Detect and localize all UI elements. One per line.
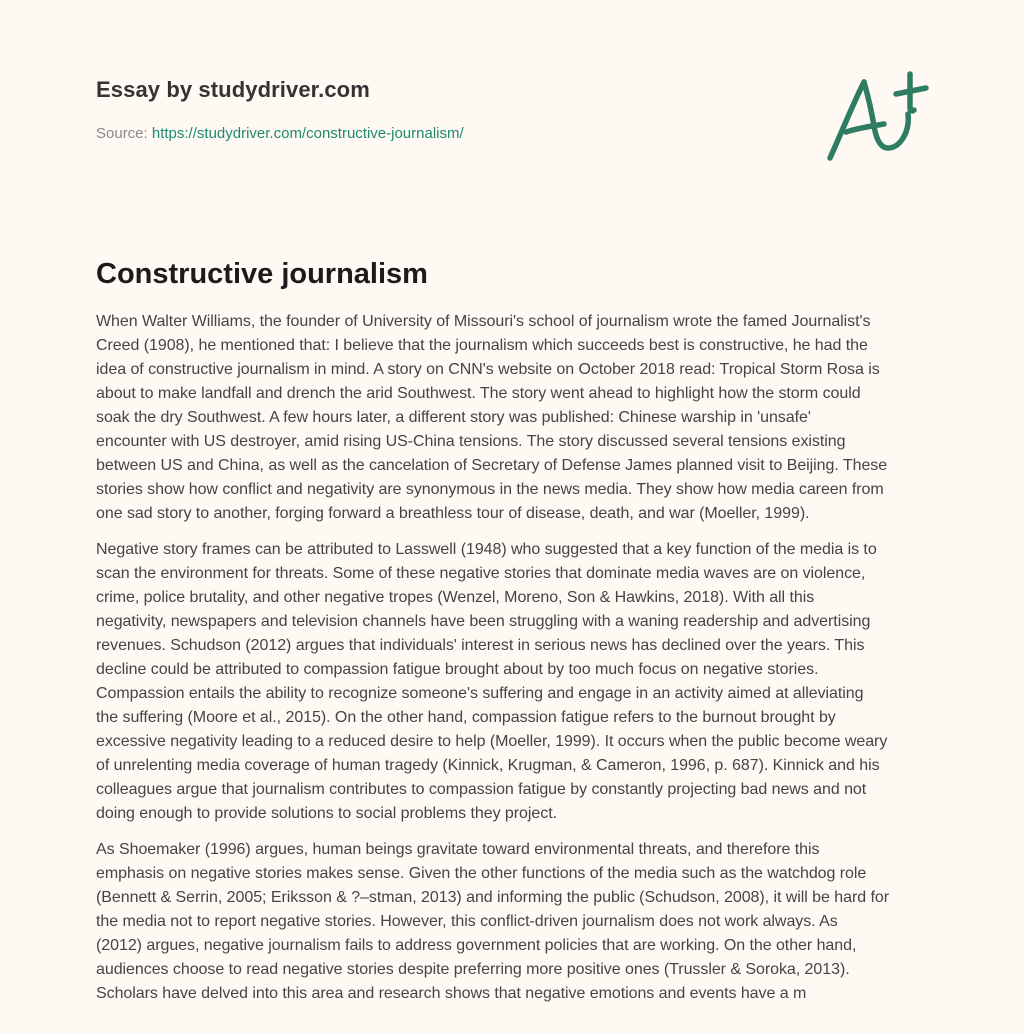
essay-paragraph-1 bbox=[96, 310, 936, 526]
paragraph-line: As Shoemaker (1996) argues, human beings gravitate toward environmental threats, and therefore this bbox=[96, 841, 820, 858]
essay-title: Constructive journalism bbox=[96, 258, 428, 290]
paragraph-line: emphasis on negative stories makes sense. Given the other functions of the media such as the watchdog role bbox=[96, 865, 867, 882]
source-label: Source: bbox=[96, 125, 148, 142]
paragraph-line: decline could be attributed to compassion fatigue brought about by too much focus on negative stories. bbox=[96, 661, 819, 678]
paragraph-line: (Bennett & Serrin, 2005; Eriksson & ?–stman, 2013) and informing the public (Schudson, 2008), it will be hard for bbox=[96, 889, 890, 906]
paragraph-line: negativity, newspapers and television channels have been struggling with a waning readership and advertising bbox=[96, 613, 871, 630]
source-link[interactable]: https://studydriver.com/constructive-journalism/ bbox=[151, 125, 464, 142]
paragraph-line: revenues. Schudson (2012) argues that individuals' interest in serious news has declined over the years. This bbox=[96, 637, 865, 654]
paragraph-line: crime, police brutality, and other negative tropes (Wenzel, Moreno, Son & Hawkins, 2018). With all this bbox=[96, 589, 815, 606]
paragraph-line: the media not to report negative stories. However, this conflict-driven journalism does not work always. As bbox=[96, 913, 838, 930]
paragraph-line: the suffering (Moore et al., 2015). On the other hand, compassion fatigue refers to the burnout brought by bbox=[96, 709, 836, 726]
paragraph-line: colleagues argue that journalism contributes to compassion fatigue by constantly projecting bad news and not bbox=[96, 781, 867, 798]
paragraph-line: of unrelenting media coverage of human tragedy (Kinnick, Krugman, & Cameron, 1996, p. 687). Kinnick and his bbox=[96, 757, 880, 774]
paragraph-line: stories show how conflict and negativity are synonymous in the news media. They show how media careen from bbox=[96, 481, 884, 498]
paragraph-line: soak the dry Southwest. A few hours later, a different story was published: Chinese warship in 'unsafe' bbox=[96, 409, 811, 426]
page-header bbox=[96, 76, 928, 144]
paragraph-line: audiences choose to read negative stories despite preferring more positive ones (Trussler & Soroka, 2013). bbox=[96, 961, 850, 978]
paragraph-line: Scholars have delved into this area and research shows that negative emotions and events have a m bbox=[96, 985, 807, 1002]
paragraph-line: one sad story to another, forging forward a breathless tour of disease, death, and war (Moeller, 1999). bbox=[96, 505, 810, 522]
paragraph-line: When Walter Williams, the founder of University of Missouri's school of journalism wrote the famed Journalist's bbox=[96, 313, 871, 330]
essay-paragraph-3 bbox=[96, 838, 936, 1006]
paragraph-line: doing enough to provide solutions to social problems they project. bbox=[96, 805, 557, 822]
paragraph-line: Creed (1908), he mentioned that: I believe that the journalism which succeeds best is constructive, he had the bbox=[96, 337, 868, 354]
paragraph-line: Compassion entails the ability to recognize someone's suffering and engage in an activity aimed at alleviating bbox=[96, 685, 864, 702]
paragraph-line: encounter with US destroyer, amid rising US-China tensions. The story discussed several tensions existing bbox=[96, 433, 846, 450]
paragraph-line: excessive negativity leading to a reduced desire to help (Moeller, 1999). It occurs when the public become weary bbox=[96, 733, 888, 750]
essay-paragraph-2 bbox=[96, 538, 936, 826]
paragraph-line: scan the environment for threats. Some of these negative stories that dominate media waves are on violence, bbox=[96, 565, 866, 582]
paragraph-line: about to make landfall and drench the arid Southwest. The story went ahead to highlight how the storm could bbox=[96, 385, 861, 402]
paragraph-line: (2012) argues, negative journalism fails to address government policies that are working. On the other hand, bbox=[96, 937, 857, 954]
a-plus-grade-icon bbox=[822, 66, 932, 166]
essay-content bbox=[96, 254, 936, 1018]
site-title: Essay by studydriver.com bbox=[96, 77, 370, 102]
source-line bbox=[96, 124, 928, 144]
paragraph-line: between US and China, as well as the cancelation of Secretary of Defense James planned visit to Beijing. These bbox=[96, 457, 888, 474]
paragraph-line: idea of constructive journalism in mind. A story on CNN's website on October 2018 read: Tropical Storm Rosa is bbox=[96, 361, 880, 378]
paragraph-line: Negative story frames can be attributed to Lasswell (1948) who suggested that a key function of the media is to bbox=[96, 541, 877, 558]
